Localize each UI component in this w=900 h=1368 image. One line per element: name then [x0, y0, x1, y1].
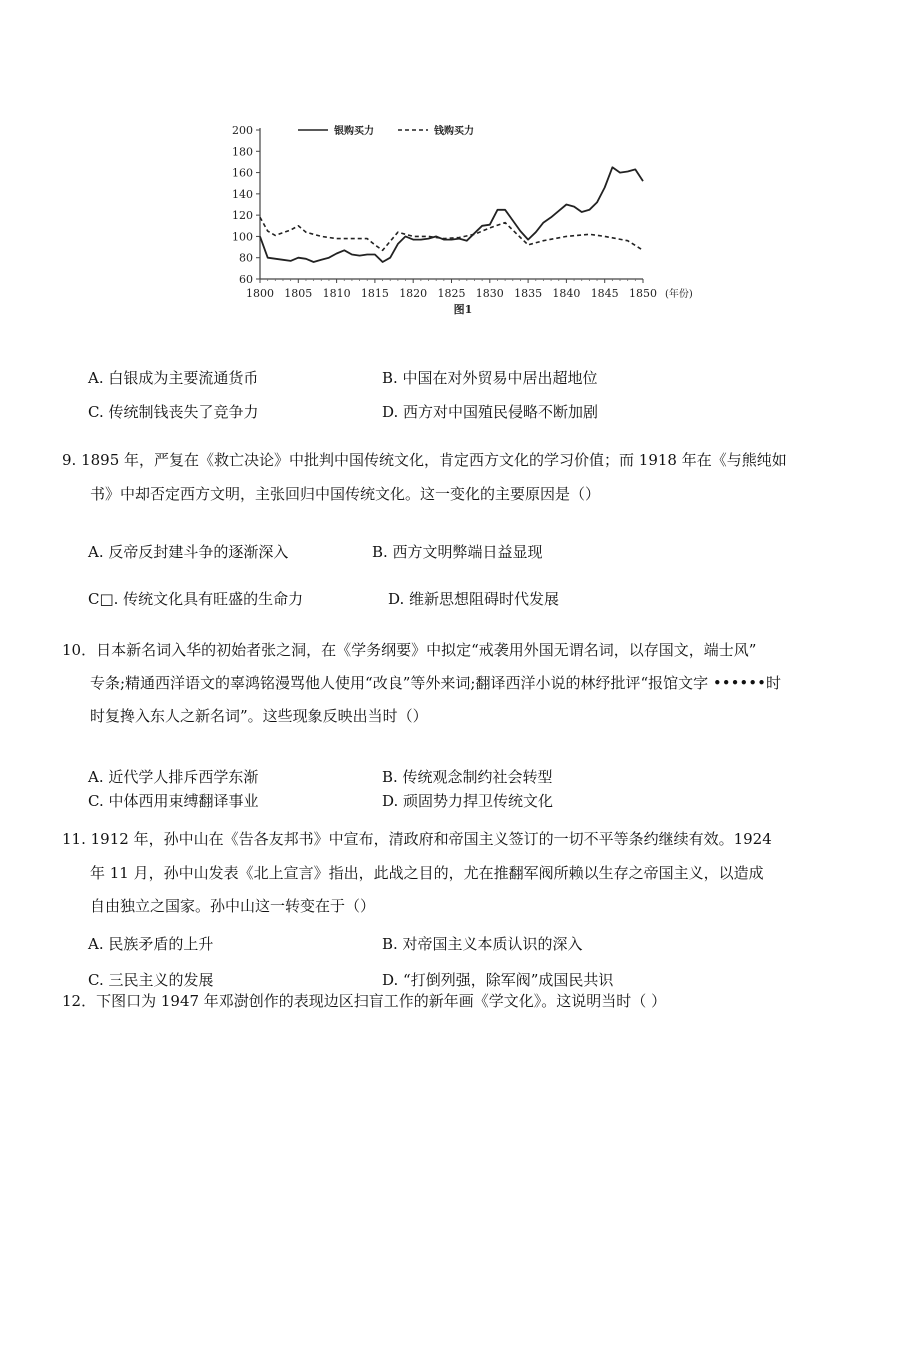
- q11-option-b: B. 对帝国主义本质认识的深入: [382, 935, 583, 953]
- y-tick-label: 80: [239, 251, 253, 265]
- q11-stem-line-1: 11. 1912 年，孙中山在《告各友邦书》中宣布，清政府和帝国主义签订的一切不平等条约继续有效。1924: [62, 830, 772, 848]
- x-tick-label: 1845: [590, 287, 619, 300]
- q8-option-c: C. 传统制钱丧失了竞争力: [88, 403, 259, 421]
- q11-stem-line-2: 年 11 月，孙中山发表《北上宣言》指出，此战之目的，尤在推翻军阀所赖以生存之帝国主义，以造成: [90, 864, 764, 882]
- q10-stem-line-3: 时复搀入东人之新名词”。这些现象反映出当时（）: [90, 707, 428, 725]
- q9-option-d: D. 维新思想阻碍时代发展: [388, 590, 560, 608]
- series-line-2: [260, 217, 643, 250]
- x-tick-label: 1820: [399, 287, 428, 300]
- q11-option-a: A. 民族矛盾的上升: [88, 935, 214, 953]
- legend-label-2: 钱购买力: [434, 126, 474, 137]
- x-tick-label: 1850: [629, 287, 657, 300]
- y-tick-label: 180: [232, 145, 253, 159]
- x-tick-label: 1815: [360, 287, 389, 300]
- q11-option-d: D. “打倒列强，除军阀”成国民共识: [382, 971, 614, 989]
- x-tick-label: 1830: [475, 287, 504, 300]
- q10-option-c: C. 中体西用束缚翻译事业: [88, 792, 259, 810]
- y-tick-label: 60: [239, 273, 253, 286]
- x-tick-label: 1825: [437, 287, 466, 300]
- y-tick-label: 140: [232, 187, 253, 201]
- y-tick-label: 160: [232, 166, 253, 180]
- q10-stem-line-2: 专条;精通西洋语文的辜鸿铭漫骂他人使用“改良”等外来词;翻译西洋小说的林纾批评“报馆文字 ••••••时: [90, 674, 781, 692]
- q9-option-a: A. 反帝反封建斗争的逐渐深入: [88, 543, 289, 561]
- series-line-1: [260, 167, 643, 262]
- x-tick-label: 1835: [514, 287, 543, 300]
- q9-option-c: C□. 传统文化具有旺盛的生命力: [88, 590, 304, 608]
- line-chart: [228, 118, 698, 318]
- q11-option-c: C. 三民主义的发展: [88, 971, 214, 989]
- q10-option-a: A. 近代学人排斥西学东渐: [88, 768, 259, 786]
- x-tick-label: 1805: [284, 287, 313, 300]
- chart-caption: 图1: [453, 303, 473, 316]
- x-tick-label: 1810: [322, 287, 351, 300]
- legend-label-1: 银购买力: [334, 126, 374, 137]
- x-tick-label: 1840: [552, 287, 581, 300]
- q9-stem-line-1: 9. 1895 年，严复在《救亡决论》中批判中国传统文化，肯定西方文化的学习价值；而 1918 年在《与熊纯如: [62, 451, 787, 469]
- q9-option-b: B. 西方文明弊端日益显现: [372, 543, 543, 561]
- y-tick-label: 120: [232, 209, 253, 223]
- x-tick-label: 1800: [246, 287, 274, 300]
- y-tick-label: 200: [232, 124, 253, 137]
- q10-option-b: B. 传统观念制约社会转型: [382, 768, 553, 786]
- q10-stem-line-1: 10．日本新名词入华的初始者张之洞，在《学务纲要》中拟定“戒袭用外国无谓名词，以存国文，端士风”: [62, 641, 757, 659]
- q8-option-b: B. 中国在对外贸易中居出超地位: [382, 369, 598, 387]
- q9-stem-line-2: 书》中却否定西方文明，主张回归中国传统文化。这一变化的主要原因是（）: [90, 485, 601, 503]
- q8-option-d: D. 西方对中国殖民侵略不断加剧: [382, 403, 599, 421]
- x-axis-label: (年份): [665, 289, 693, 300]
- q8-option-a: A. 白银成为主要流通货币: [88, 369, 259, 387]
- q11-stem-line-3: 自由独立之国家。孙中山这一转变在于（）: [90, 897, 376, 915]
- y-tick-label: 100: [232, 230, 253, 244]
- q10-option-d: D. 顽固势力捍卫传统文化: [382, 792, 554, 810]
- purchasing-power-chart: [228, 118, 698, 318]
- q12-stem-line-1: 12．下图口为 1947 年邓澍创作的表现边区扫盲工作的新年画《学文化》。这说明当时（ ）: [62, 992, 667, 1010]
